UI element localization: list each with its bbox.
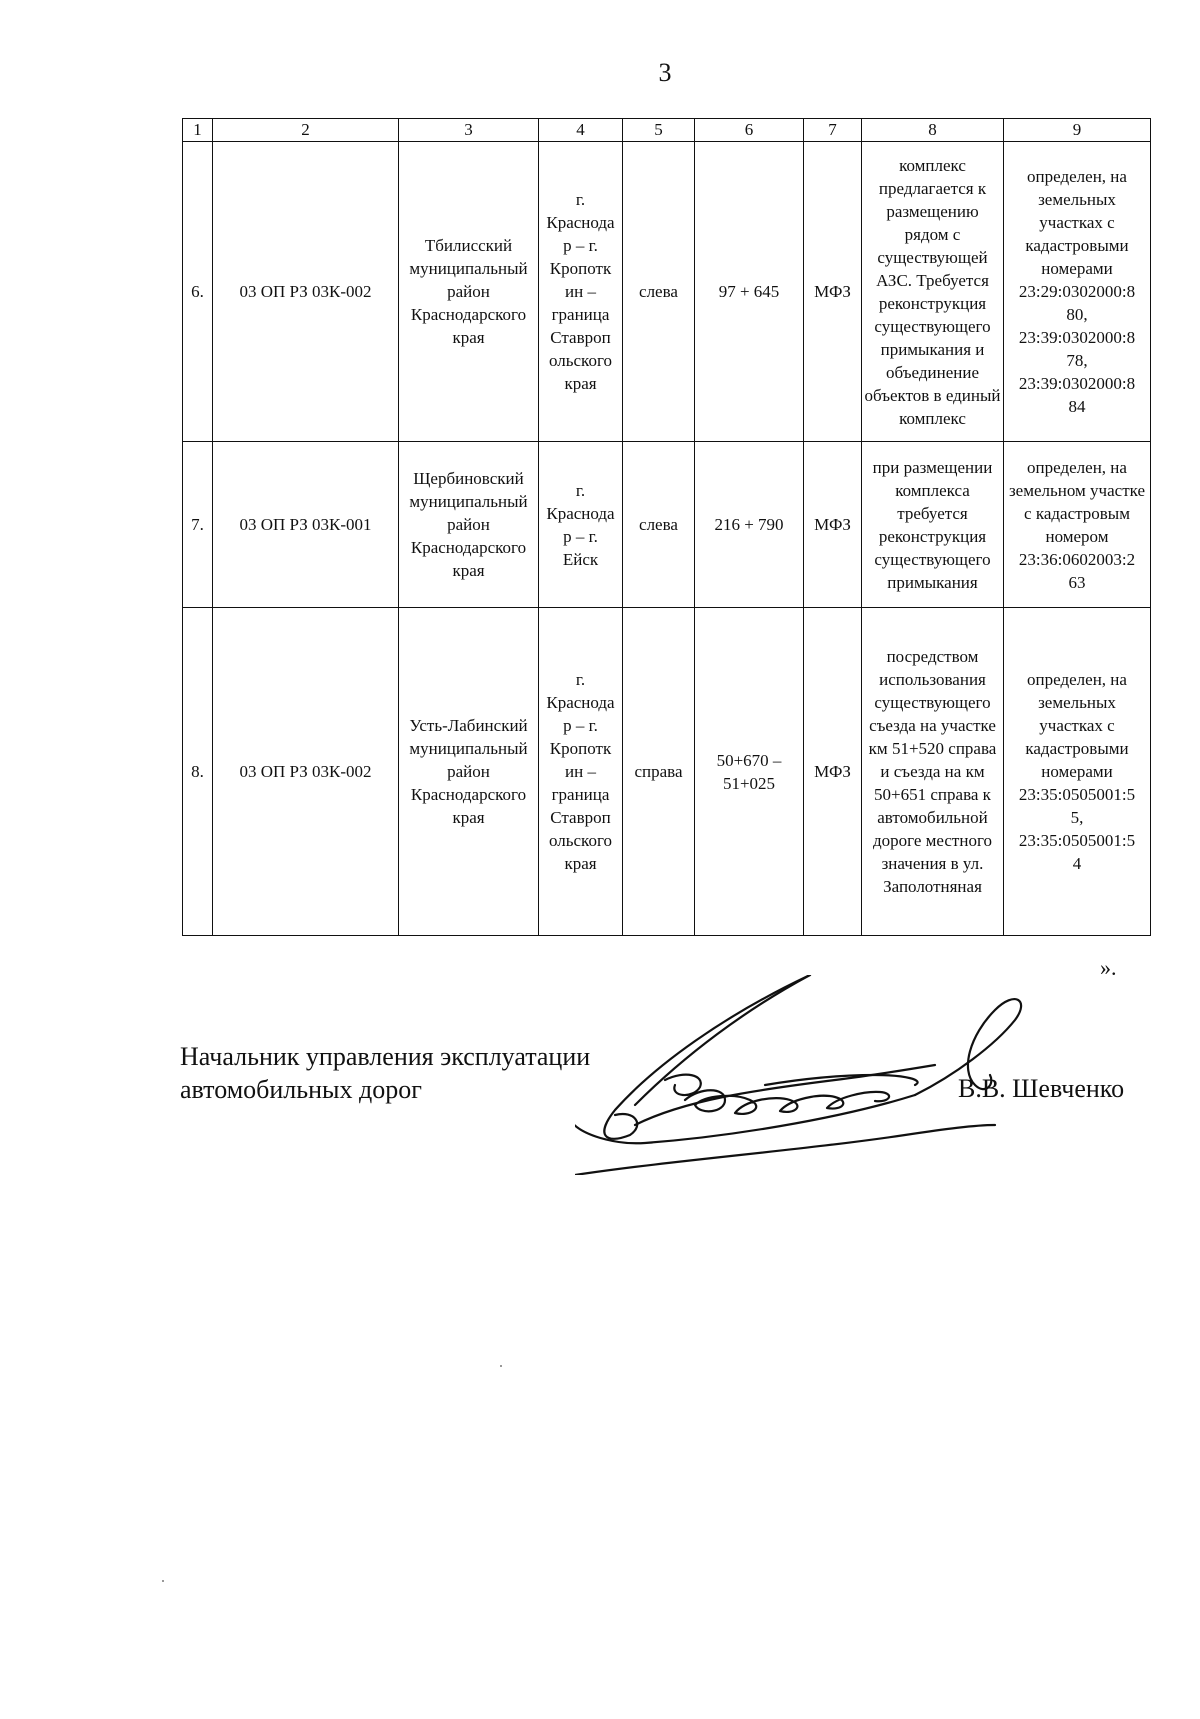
scan-speck (500, 1365, 502, 1367)
header-cell: 1 (183, 119, 213, 142)
closing-quote: ». (1100, 955, 1117, 980)
land-plot: определен, на земельных участках с кадастровыми номерами 23:29:0302000:8 80, 23:39:0302000:8 78, 23:39:0302000:8 84 (1004, 142, 1151, 442)
object-type: МФЗ (804, 608, 862, 936)
road-code: 03 ОП РЗ 03К-002 (213, 142, 399, 442)
land-plot: определен, на земельном участке с кадастровым номером 23:36:0602003:2 63 (1004, 442, 1151, 608)
header-cell: 4 (539, 119, 623, 142)
header-cell: 2 (213, 119, 399, 142)
road-side: слева (623, 142, 695, 442)
page-number: 3 (658, 58, 672, 87)
land-plot: определен, на земельных участках с кадастровыми номерами 23:35:0505001:5 5, 23:35:0505001:5 4 (1004, 608, 1151, 936)
objects-table (182, 118, 1151, 936)
placement-note: при размещении комплекса требуется реконструкция существующего примыкания (862, 442, 1004, 608)
header-cell: 8 (862, 119, 1004, 142)
scan-speck (162, 1580, 164, 1582)
row-number: 8. (183, 608, 213, 936)
row-number: 6. (183, 142, 213, 442)
header-cell: 7 (804, 119, 862, 142)
header-cell: 3 (399, 119, 539, 142)
district: Усть-Лабинский муниципальный район Краснодарского края (399, 608, 539, 936)
road-side: слева (623, 442, 695, 608)
object-type: МФЗ (804, 442, 862, 608)
kilometer: 216 + 790 (695, 442, 804, 608)
kilometer: 50+670 – 51+025 (695, 608, 804, 936)
header-cell: 9 (1004, 119, 1151, 142)
header-cell: 6 (695, 119, 804, 142)
road-name: г. Краснода р – г. Ейск (539, 442, 623, 608)
placement-note: комплекс предлагается к размещению рядом с существующей АЗС. Требуется реконструкция существующего примыкания и объединение объектов в единый комплекс (862, 142, 1004, 442)
table-row (183, 142, 1151, 442)
placement-note: посредством использования существующего съезда на участке км 51+520 справа и съезда на км 50+651 справа к автомобильной дороге местного значения в ул. Заполотняная (862, 608, 1004, 936)
row-number: 7. (183, 442, 213, 608)
signer-position: Начальник управления эксплуатации автомобильных дорог (180, 1042, 591, 1104)
header-cell: 5 (623, 119, 695, 142)
road-side: справа (623, 608, 695, 936)
district: Щербиновский муниципальный район Краснодарского края (399, 442, 539, 608)
kilometer: 97 + 645 (695, 142, 804, 442)
district: Тбилисский муниципальный район Краснодарского края (399, 142, 539, 442)
road-name: г. Краснода р – г. Кропотк ин – граница Ставроп ольского края (539, 142, 623, 442)
signer-name: В.В. Шевченко (958, 1074, 1125, 1103)
header-row (183, 119, 1151, 142)
road-name: г. Краснода р – г. Кропотк ин – граница Ставроп ольского края (539, 608, 623, 936)
road-code: 03 ОП РЗ 03К-001 (213, 442, 399, 608)
object-type: МФЗ (804, 142, 862, 442)
table-row (183, 442, 1151, 608)
road-code: 03 ОП РЗ 03К-002 (213, 608, 399, 936)
table-row (183, 608, 1151, 936)
